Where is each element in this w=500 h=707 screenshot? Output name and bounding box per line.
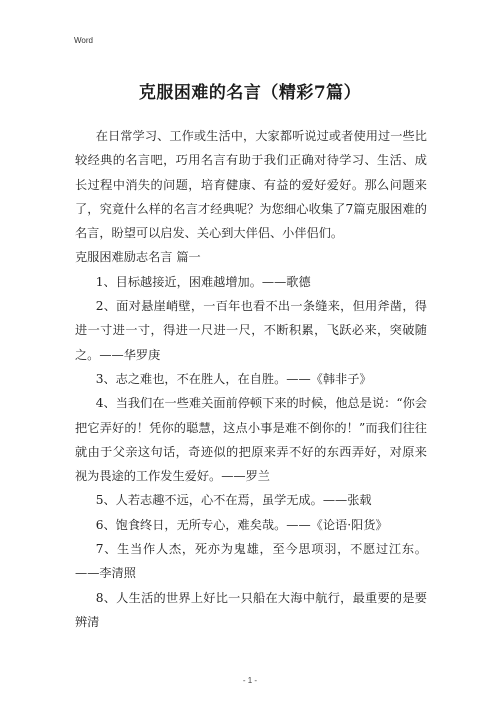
intro-paragraph: 在日常学习、工作或生活中，大家都听说过或者使用过一些比较经典的名言吧，巧用名言有助于我们正确对待学习、生活、成长过程中消失的问题，培育健康、有益的爱好爱好。那么问题来了，究竟什么样的名言才经典呢？为您细心收集了7篇克服困难的名言，盼望可以启发、关心到大伴侣、小伴侣们。: [75, 129, 427, 241]
quote-item: 8、人生活的世界上好比一只船在大海中航行，最重要的是要辨清: [75, 590, 427, 629]
quote-item: 4、当我们在一些难关面前停顿下来的时候，他总是说：“你会把它弄好的！凭你的聪慧，这点小事是难不倒你的！”而我们往往就由于父亲这句话，奇迹似的把原来弄不好的东西弄好，对原来视为畏途的工作发生爱好。——罗兰: [75, 396, 427, 484]
document-title: 克服困难的名言（精彩7篇）: [138, 83, 362, 103]
quote-item: 6、饱食终日，无所专心，难矣哉。——《论语·阳货》: [95, 517, 388, 532]
document-body: [75, 124, 427, 634]
quote-item: 3、志之难也，不在胜人，在自胜。——《韩非子》: [95, 371, 372, 386]
quote-item: 2、面对悬崖峭壁，一百年也看不出一条缝来，但用斧凿，得进一寸进一寸，得进一尺进一尺，不断积累，飞跃必来，突破随之。——华罗庚: [75, 299, 427, 362]
quote-item: 1、目标越接近，困难越增加。——歌德: [95, 274, 311, 289]
page-number: - 1 -: [242, 676, 258, 685]
quote-item: 7、生当作人杰，死亦为鬼雄，至今思项羽，不愿过江东。——李清照: [75, 542, 427, 581]
app-header-label: Word: [74, 36, 93, 45]
quote-item: 5、人若志趣不远，心不在焉，虽学无成。——张载: [95, 493, 372, 508]
section-heading: 克服困难励志名言 篇一: [75, 250, 201, 265]
